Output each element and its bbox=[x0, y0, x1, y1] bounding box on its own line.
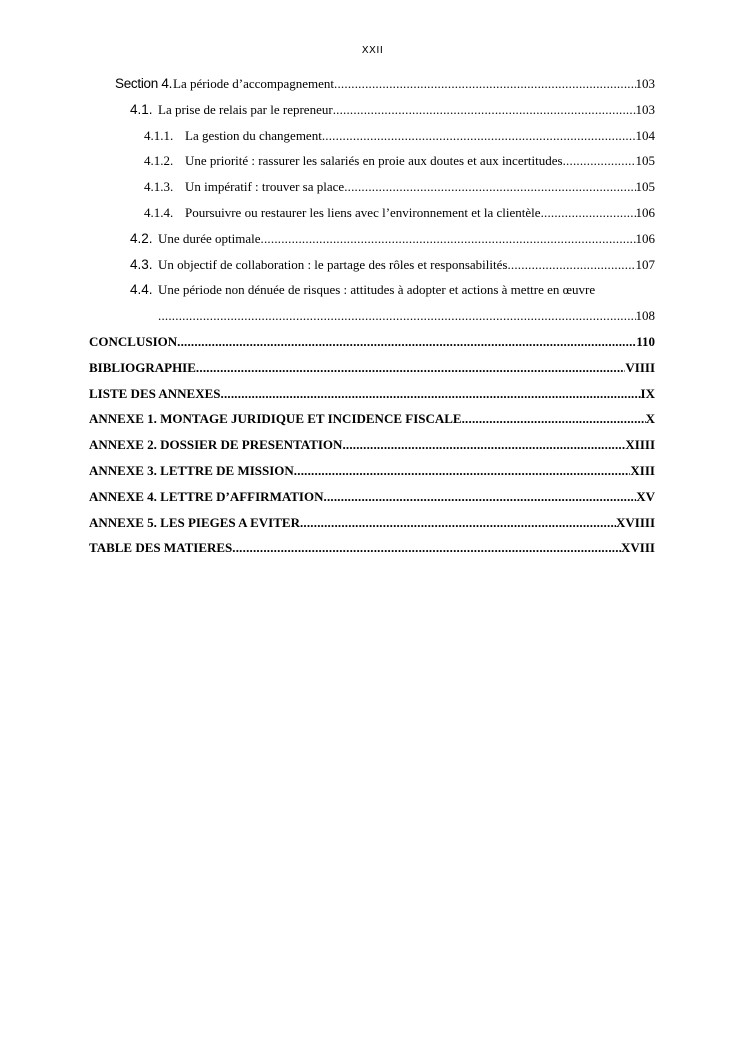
dot-leader bbox=[221, 386, 641, 402]
toc-entry-4-4-continuation[interactable] bbox=[89, 308, 655, 334]
toc-entry-bibliographie[interactable] bbox=[89, 360, 655, 386]
toc-entry-page: XV bbox=[636, 488, 655, 504]
toc-entry-number: 4.4. bbox=[130, 282, 153, 298]
toc-entry-title: TABLE DES MATIERES bbox=[89, 540, 233, 556]
toc-entry-title: ANNEXE 4. LETTRE D’AFFIRMATION bbox=[89, 488, 324, 504]
toc-entry-title: ANNEXE 2. DOSSIER DE PRESENTATION bbox=[89, 437, 343, 453]
page-number: XXII bbox=[361, 45, 384, 56]
toc-entry-page: VIIII bbox=[625, 359, 655, 375]
toc-entry-page: 104 bbox=[635, 127, 655, 143]
toc-entry-title: Un objectif de collaboration : le partage des rôles et responsabilités bbox=[158, 256, 508, 272]
dot-leader bbox=[334, 76, 635, 92]
toc-entry-4-1-3[interactable] bbox=[89, 179, 655, 205]
toc-entry-number: 4.1. bbox=[130, 101, 153, 117]
toc-entry-annexe-5[interactable] bbox=[89, 515, 655, 541]
toc-entry-conclusion[interactable] bbox=[89, 334, 655, 360]
dot-leader bbox=[342, 437, 625, 453]
toc-entry-title: ANNEXE 5. LES PIEGES A EVITER bbox=[89, 514, 300, 530]
toc-entry-page: XVIIII bbox=[615, 514, 655, 530]
dot-leader bbox=[322, 128, 636, 144]
toc-entry-title: CONCLUSION bbox=[89, 333, 178, 349]
toc-entry-4-4[interactable] bbox=[89, 282, 655, 308]
toc-entry-number: 4.3. bbox=[130, 256, 153, 272]
toc-entry-page: 106 bbox=[635, 204, 655, 220]
toc-entry-page: 105 bbox=[635, 153, 655, 169]
dot-leader bbox=[541, 205, 636, 221]
dot-leader bbox=[300, 515, 616, 531]
toc-entry-page: X bbox=[645, 411, 655, 427]
dot-leader bbox=[158, 308, 636, 324]
toc-entry-page: 103 bbox=[635, 101, 655, 117]
toc-entry-page: 108 bbox=[635, 308, 655, 324]
toc-entry-title: Une durée optimale bbox=[158, 230, 261, 246]
toc-entry-page: 106 bbox=[635, 230, 655, 246]
toc-entry-title: Une priorité : rassurer les salariés en proie aux doutes et aux incertitudes bbox=[185, 153, 563, 169]
toc-entry-title: La gestion du changement bbox=[185, 127, 322, 143]
toc-entry-4-2[interactable] bbox=[89, 231, 655, 257]
toc-entry-page: 107 bbox=[635, 256, 655, 272]
table-of-contents bbox=[89, 76, 655, 566]
toc-entry-annexe-2[interactable] bbox=[89, 437, 655, 463]
toc-entry-page: 103 bbox=[635, 76, 655, 91]
toc-entry-number: 4.2. bbox=[130, 230, 153, 246]
dot-leader bbox=[333, 102, 636, 118]
dot-leader bbox=[261, 231, 636, 247]
toc-entry-number: Section 4. bbox=[115, 76, 173, 91]
toc-entry-page: IX bbox=[640, 385, 655, 401]
toc-entry-number: 4.1.1. bbox=[144, 127, 174, 143]
toc-entry-title: La période d’accompagnement bbox=[173, 76, 335, 91]
toc-entry-title: LISTE DES ANNEXES bbox=[89, 385, 221, 401]
dot-leader bbox=[196, 360, 625, 376]
toc-entry-page: XVIII bbox=[621, 540, 655, 556]
dot-leader bbox=[232, 540, 621, 556]
dot-leader bbox=[507, 257, 635, 273]
dot-leader bbox=[294, 463, 631, 479]
toc-entry-number: 4.1.4. bbox=[144, 204, 174, 220]
toc-entry-annexe-1[interactable] bbox=[89, 411, 655, 437]
toc-entry-page: 105 bbox=[635, 179, 655, 195]
toc-entry-number: 4.1.3. bbox=[144, 179, 174, 195]
toc-entry-title: Un impératif : trouver sa place bbox=[185, 179, 345, 195]
toc-entry-section-4[interactable] bbox=[89, 76, 655, 102]
toc-entry-4-3[interactable] bbox=[89, 257, 655, 283]
toc-entry-title: La prise de relais par le repreneur bbox=[158, 101, 333, 117]
dot-leader bbox=[344, 179, 635, 195]
toc-entry-4-1-4[interactable] bbox=[89, 205, 655, 231]
toc-entry-annexe-4[interactable] bbox=[89, 489, 655, 515]
toc-entry-4-1-2[interactable] bbox=[89, 153, 655, 179]
toc-entry-4-1[interactable] bbox=[89, 102, 655, 128]
toc-entry-page: 110 bbox=[636, 333, 655, 349]
toc-entry-title: Une période non dénuée de risques : attitudes à adopter et actions à mettre en œuvre bbox=[158, 282, 596, 298]
toc-entry-title: BIBLIOGRAPHIE bbox=[89, 359, 196, 375]
toc-entry-table-des-matieres[interactable] bbox=[89, 540, 655, 566]
toc-entry-number: 4.1.2. bbox=[144, 153, 174, 169]
dot-leader bbox=[563, 153, 636, 169]
toc-entry-annexe-3[interactable] bbox=[89, 463, 655, 489]
dot-leader bbox=[462, 411, 646, 427]
toc-entry-title: ANNEXE 3. LETTRE DE MISSION bbox=[89, 462, 294, 478]
dot-leader bbox=[324, 489, 637, 505]
dot-leader bbox=[177, 334, 636, 350]
toc-entry-liste-annexes[interactable] bbox=[89, 386, 655, 412]
toc-entry-page: XIII bbox=[630, 462, 655, 478]
toc-entry-title: ANNEXE 1. MONTAGE JURIDIQUE ET INCIDENCE FISCALE bbox=[89, 411, 462, 427]
toc-entry-page: XIIII bbox=[625, 437, 655, 453]
toc-entry-title: Poursuivre ou restaurer les liens avec l’environnement et la clientèle bbox=[185, 204, 541, 220]
toc-entry-4-1-1[interactable] bbox=[89, 128, 655, 154]
